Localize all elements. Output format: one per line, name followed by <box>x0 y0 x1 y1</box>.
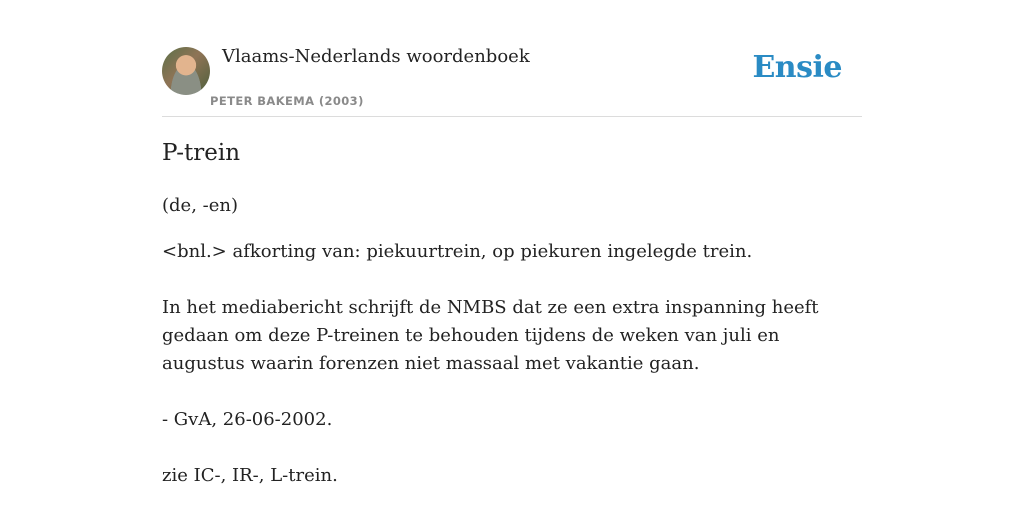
entry-definition: <bnl.> afkorting van: piekuurtrein, op piekuren ingelegde trein. <box>162 241 753 262</box>
entry-source: - GvA, 26-06-2002. <box>162 409 333 430</box>
page-container <box>162 0 862 486</box>
entry-headword: P-trein <box>162 140 241 166</box>
dictionary-title[interactable]: Vlaams-Nederlands woordenboek <box>222 46 530 67</box>
header <box>162 0 862 117</box>
author-avatar[interactable] <box>162 47 210 95</box>
entry-see-also: zie IC-, IR-, L-trein. <box>162 465 338 486</box>
author-name[interactable]: PETER BAKEMA (2003) <box>210 94 364 108</box>
entry-grammar: (de, -en) <box>162 195 238 216</box>
entry-quote: In het mediabericht schrijft de NMBS dat ze een extra inspanning heeft gedaan om deze P-treinen te behouden tijdens de weken van juli en augustus waarin forenzen niet massaal met vakantie gaan. <box>162 297 819 374</box>
ensie-logo-link[interactable]: Ensie <box>752 50 842 85</box>
